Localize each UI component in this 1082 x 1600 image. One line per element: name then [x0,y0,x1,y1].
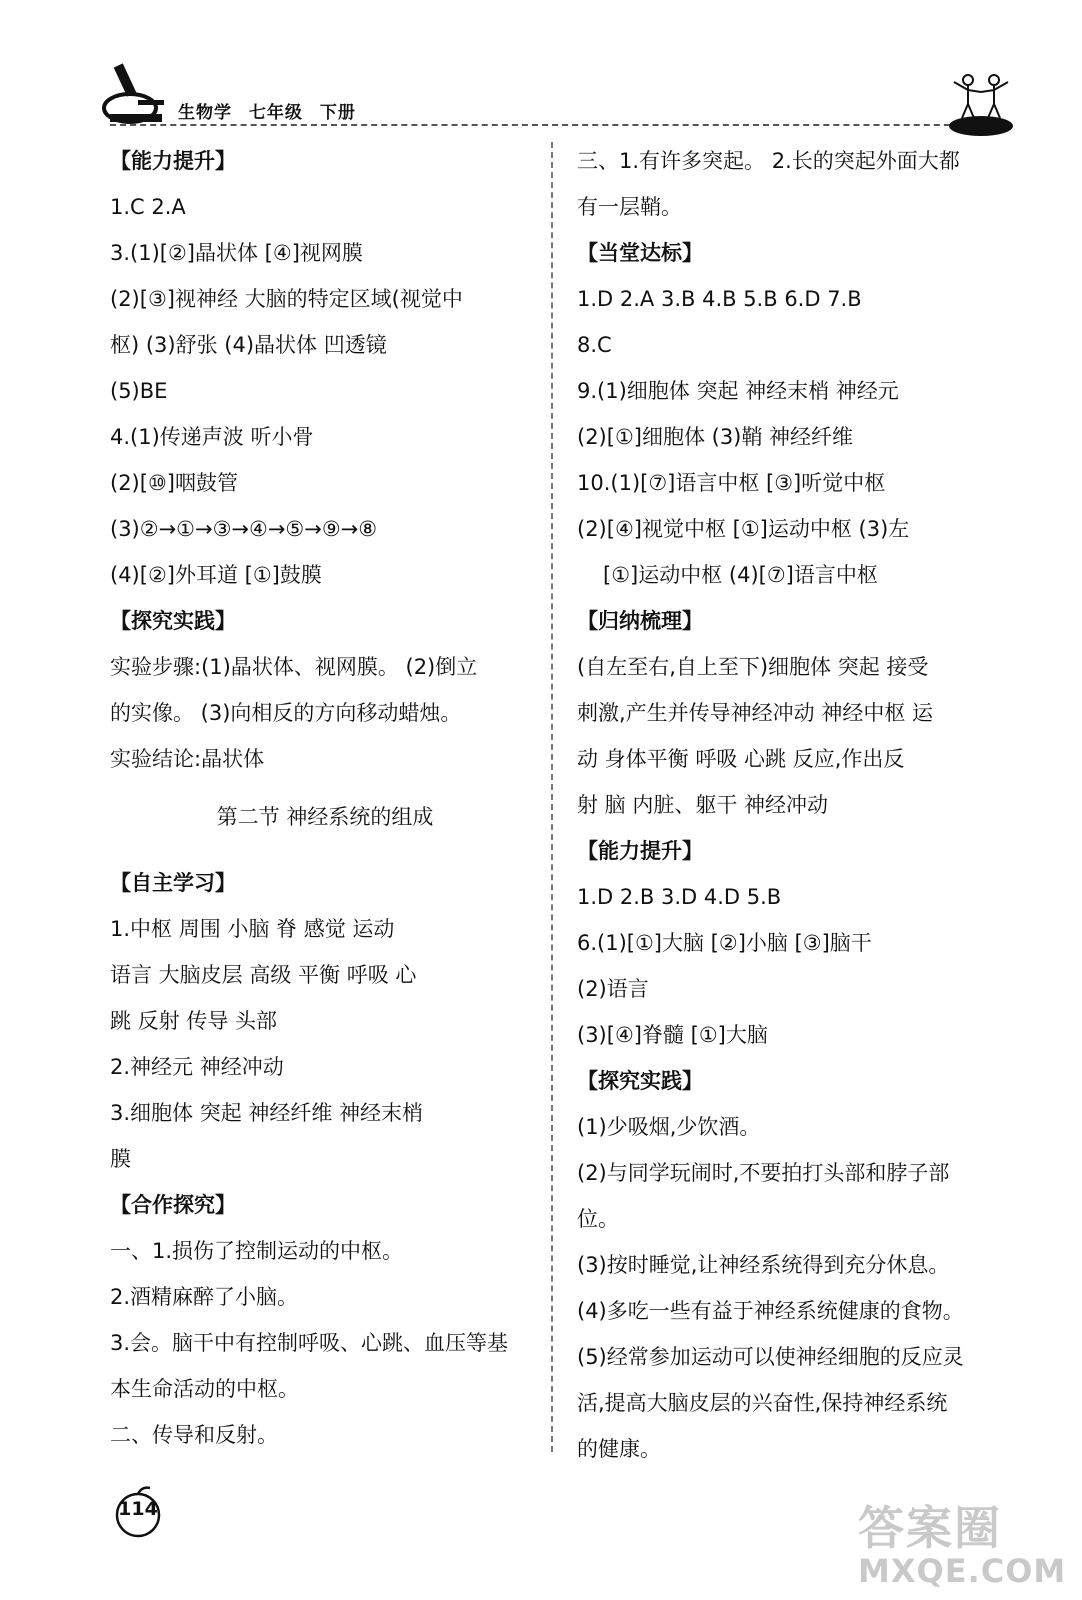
answer-line: 1.D 2.B 3.D 4.D 5.B [577,885,782,909]
section-heading: 【能力提升】 [110,149,236,173]
answer-line: 射 脑 内脏、躯干 神经冲动 [577,793,829,817]
answer-line: 活,提高大脑皮层的兴奋性,保持神经系统 [577,1391,948,1415]
answer-line: (2)[③]视神经 大脑的特定区域(视觉中 [110,287,463,311]
dancing-kids-icon [946,70,1016,136]
answer-line: 实验步骤:(1)晶状体、视网膜。 (2)倒立 [110,655,478,679]
column-divider [551,142,553,1452]
section-heading: 【探究实践】 [110,609,236,633]
answer-line: 二、传导和反射。 [110,1423,278,1447]
answer-line: 动 身体平衡 呼吸 心跳 反应,作出反 [577,747,905,771]
answer-line: 3.会。脑干中有控制呼吸、心跳、血压等基 [110,1331,509,1355]
answer-line: (2)[①]细胞体 (3)鞘 神经纤维 [577,425,854,449]
answer-line: 6.(1)[①]大脑 [②]小脑 [③]脑干 [577,931,872,955]
answer-line: 1.C 2.A [110,195,186,219]
answer-line: (自左至右,自上至下)细胞体 突起 接受 [577,655,929,679]
answer-line: 10.(1)[⑦]语言中枢 [③]听觉中枢 [577,471,886,495]
answer-line: 1.中枢 周围 小脑 脊 感觉 运动 [110,917,395,941]
left-column [110,138,540,1458]
section-heading: 【自主学习】 [110,871,236,895]
answer-line: 1.D 2.A 3.B 4.B 5.B 6.D 7.B [577,287,862,311]
chapter-title: 第二节 神经系统的组成 [216,805,434,829]
answer-line: 本生命活动的中枢。 [110,1377,299,1401]
answer-line: 的实像。 (3)向相反的方向移动蜡烛。 [110,701,462,725]
answer-line: 三、1.有许多突起。 2.长的突起外面大都 [577,149,960,173]
right-column [577,138,1007,1472]
answer-line: (2)[④]视觉中枢 [①]运动中枢 (3)左 [577,517,910,541]
page-header [0,0,1082,140]
answer-line: (5)BE [110,379,168,403]
answer-line: 语言 大脑皮层 高级 平衡 呼吸 心 [110,963,417,987]
microscope-icon [100,56,170,126]
answer-line: 9.(1)细胞体 突起 神经末梢 神经元 [577,379,899,403]
answer-line: 3.细胞体 突起 神经纤维 神经末梢 [110,1101,424,1125]
answer-line: 位。 [577,1207,619,1231]
answer-line: (5)经常参加运动可以使神经细胞的反应灵 [577,1345,964,1369]
section-heading: 【合作探究】 [110,1193,236,1217]
answer-line: 一、1.损伤了控制运动的中枢。 [110,1239,404,1263]
answer-line: 8.C [577,333,612,357]
answer-line: 的健康。 [577,1437,661,1461]
answer-line: (1)少吸烟,少饮酒。 [577,1115,761,1139]
header-title: 生物学 七年级 下册 [178,103,356,123]
answer-line: 2.神经元 神经冲动 [110,1055,284,1079]
answer-line: [①]运动中枢 (4)[⑦]语言中枢 [603,563,878,587]
answer-line: (2)语言 [577,977,649,1001]
watermark-logo: 答案圈 [858,1501,1002,1555]
answer-line: 3.(1)[②]晶状体 [④]视网膜 [110,241,363,265]
answer-line: (4)多吃一些有益于神经系统健康的食物。 [577,1299,964,1323]
answer-line: (3)②→①→③→④→⑤→⑨→⑧ [110,517,378,541]
answer-line: (3)按时睡觉,让神经系统得到充分休息。 [577,1253,950,1277]
section-heading: 【能力提升】 [577,839,703,863]
answer-line: 刺激,产生并传导神经冲动 神经中枢 运 [577,701,934,725]
section-heading: 【当堂达标】 [577,241,703,265]
answer-line: (4)[②]外耳道 [①]鼓膜 [110,563,322,587]
section-heading: 【归纳梳理】 [577,609,703,633]
watermark-url: MXQE.COM [858,1552,1067,1590]
answer-line: 4.(1)传递声波 听小骨 [110,425,314,449]
answer-line: 跳 反射 传导 头部 [110,1009,278,1033]
answer-line: (3)[④]脊髓 [①]大脑 [577,1023,768,1047]
answer-line: 有一层鞘。 [577,195,682,219]
answer-line: 实验结论:晶状体 [110,747,265,771]
answer-line: 枢) (3)舒张 (4)晶状体 凹透镜 [110,333,387,357]
header-divider [110,124,980,126]
page-number: 114 [118,1498,158,1520]
answer-line: 膜 [110,1147,131,1171]
section-heading: 【探究实践】 [577,1069,703,1093]
answer-line: (2)与同学玩闹时,不要拍打头部和脖子部 [577,1161,950,1185]
answer-line: (2)[⑩]咽鼓管 [110,471,238,495]
answer-line: 2.酒精麻醉了小脑。 [110,1285,299,1309]
